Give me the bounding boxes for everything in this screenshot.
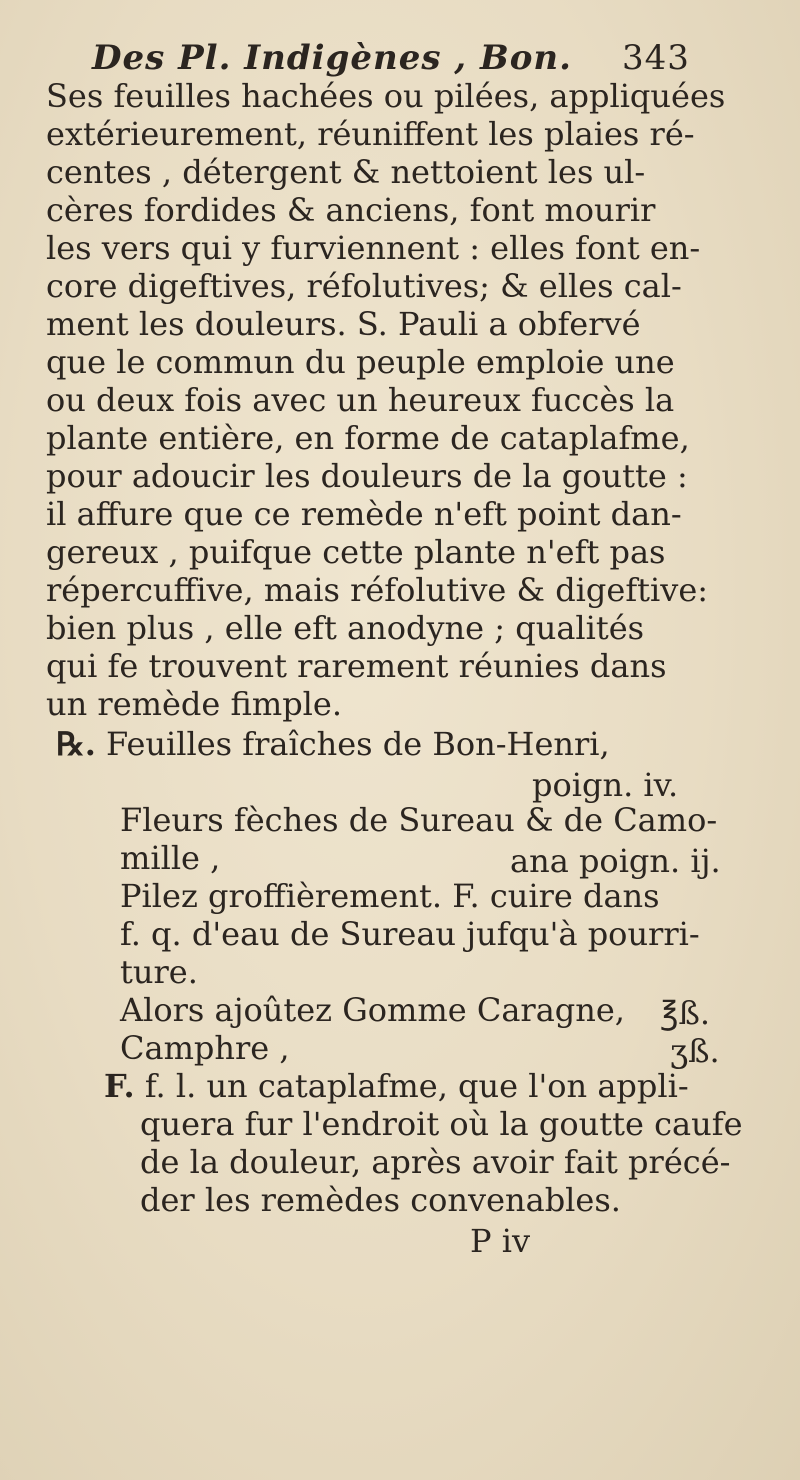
recipe-text: Feuilles fraîches de Bon-Henri, [106, 725, 610, 763]
recipe-line: mille , [120, 839, 221, 877]
text-line: cères fordides & anciens, font mourir [46, 191, 656, 229]
recipe-f-mark: F. [104, 1067, 135, 1105]
text-line: répercuffive, mais réfolutive & digeftive: [46, 571, 709, 609]
text-line: que le commun du peuple emploie une [46, 343, 675, 381]
signature-mark: P iv [470, 1222, 531, 1260]
recipe-text: f. l. un cataplafme, que l'on appli- [144, 1067, 689, 1105]
recipe-line [56, 725, 610, 763]
recipe-quantity: poign. iv. [532, 766, 679, 804]
recipe-quantity: ana poign. ij. [510, 842, 721, 880]
text-line: bien plus , elle eft anodyne ; qualités [46, 609, 645, 647]
text-line: gereux , puifque cette plante n'eft pas [46, 533, 666, 571]
recipe-line: Camphre , [120, 1029, 290, 1067]
text-line: plante entière, en forme de cataplafme, [46, 419, 690, 457]
text-line: centes , détergent & nettoient les ul- [46, 153, 646, 191]
text-line: les vers qui y furviennent : elles font en- [46, 229, 701, 267]
recipe-quantity: ʒß. [670, 1032, 720, 1070]
text-line: qui fe trouvent rarement réunies dans [46, 647, 667, 685]
text-line: il affure que ce remède n'eft point dan- [46, 495, 682, 533]
recipe-line: der les remèdes convenables. [140, 1181, 621, 1219]
recipe-line: ture. [120, 953, 198, 991]
recipe-line: quera fur l'endroit où la goutte caufe [140, 1105, 743, 1143]
recipe-line: f. q. d'eau de Sureau jufqu'à pourri- [120, 915, 700, 953]
recipe-quantity: ℥ß. [660, 994, 711, 1032]
text-line: Ses feuilles hachées ou pilées, appliquées [46, 77, 726, 115]
text-line: ou deux fois avec un heureux fuccès la [46, 381, 675, 419]
recipe-line: de la douleur, après avoir fait précé- [140, 1143, 731, 1181]
recipe-line: Alors ajoûtez Gomme Caragne, [120, 991, 625, 1029]
text-line: core digeftives, réfolutives; & elles cal- [46, 267, 682, 305]
text-line: pour adoucir les douleurs de la goutte : [46, 457, 688, 495]
running-header [92, 38, 692, 78]
recipe-line: Pilez groffièrement. F. cuire dans [120, 877, 660, 915]
text-line: extérieurement, réuniffent les plaies ré- [46, 115, 695, 153]
recipe-symbol: ℞. [56, 725, 96, 763]
header-title: Des Pl. Indigènes , Bon. [92, 38, 572, 78]
text-line: ment les douleurs. S. Pauli a obfervé [46, 305, 641, 343]
page-number: 343 [622, 38, 690, 78]
text-line: un remède fimple. [46, 685, 343, 723]
recipe-line [104, 1067, 689, 1105]
recipe-line: Fleurs fèches de Sureau & de Camo- [120, 801, 718, 839]
